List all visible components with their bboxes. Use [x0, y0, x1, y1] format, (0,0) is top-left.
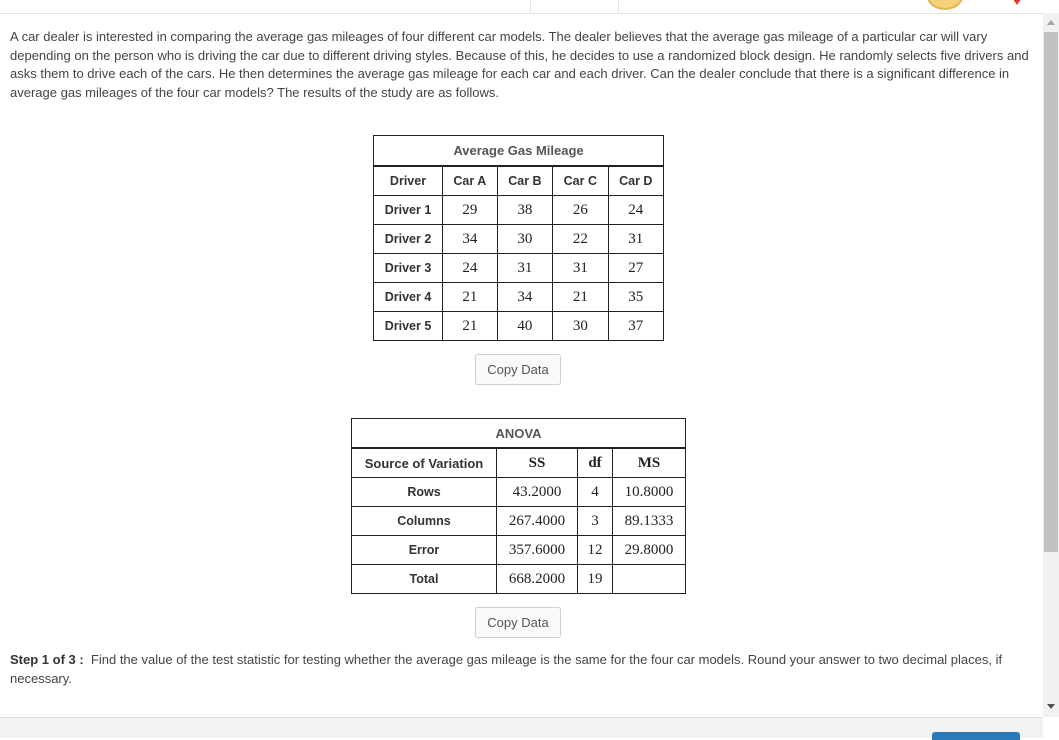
row-label: Columns	[352, 507, 497, 536]
column-header: SS	[497, 448, 578, 478]
table-cell: 40	[497, 312, 552, 341]
table-row	[352, 536, 686, 565]
table-cell: 21	[443, 312, 498, 341]
table-row	[374, 283, 664, 312]
row-label: Driver 2	[374, 225, 443, 254]
table-cell: 668.2000	[497, 565, 578, 594]
copy-data-button[interactable]: Copy Data	[475, 354, 561, 385]
table-cell: 34	[443, 225, 498, 254]
table-cell: 31	[553, 254, 608, 283]
top-toolbar	[0, 0, 1043, 14]
column-header: Car A	[443, 166, 498, 196]
table-cell: 34	[497, 283, 552, 312]
scroll-up-arrow-icon[interactable]	[1047, 20, 1055, 25]
table-header-row	[352, 448, 686, 478]
table-cell: 30	[553, 312, 608, 341]
row-label: Driver 5	[374, 312, 443, 341]
table-cell	[613, 565, 686, 594]
table-row	[374, 225, 664, 254]
table-cell: 357.6000	[497, 536, 578, 565]
table-cell: 30	[497, 225, 552, 254]
anova-table	[351, 418, 686, 594]
step-instructions	[10, 650, 1020, 688]
table-cell: 43.2000	[497, 478, 578, 507]
table-cell: 31	[608, 225, 663, 254]
table-row	[374, 312, 664, 341]
table-caption: ANOVA	[352, 419, 686, 449]
table-row	[352, 507, 686, 536]
column-header: Car B	[497, 166, 552, 196]
column-header: MS	[613, 448, 686, 478]
table-cell: 21	[443, 283, 498, 312]
bottom-bar	[0, 717, 1043, 738]
problem-statement: A car dealer is interested in comparing the average gas mileages of four different car models. The dealer believes that the average gas mileage of a particular car will vary depending on the person who is driving the car due to different driving styles. Because of this, he decides to use a randomized block design. He randomly selects five drivers and asks them to drive each of the cars. He then determines the average gas mileage for each car and each driver. Can the dealer conclude that there is a significant difference in average gas mileages of the four car models? The results of the study are as follows.	[10, 29, 1029, 100]
step-label: Step 1 of 3 :	[10, 652, 84, 667]
table-row	[352, 478, 686, 507]
column-header: Source of Variation	[352, 448, 497, 478]
table-cell: 19	[578, 565, 613, 594]
column-header: Car C	[553, 166, 608, 196]
next-button[interactable]	[932, 732, 1020, 740]
step-text: Find the value of the test statistic for testing whether the average gas mileage is the same for the four car models. Round your answer to two decimal places, if necessary.	[10, 652, 1003, 686]
row-label: Driver 1	[374, 196, 443, 225]
table-cell: 10.8000	[613, 478, 686, 507]
column-header: Driver	[374, 166, 443, 196]
row-label: Error	[352, 536, 497, 565]
column-header: Car D	[608, 166, 663, 196]
table-cell: 3	[578, 507, 613, 536]
table-cell: 38	[497, 196, 552, 225]
table-cell: 27	[608, 254, 663, 283]
table-cell: 12	[578, 536, 613, 565]
toolbar-divider	[618, 0, 619, 13]
table-row	[374, 254, 664, 283]
table-cell: 31	[497, 254, 552, 283]
row-label: Total	[352, 565, 497, 594]
table-cell: 29	[443, 196, 498, 225]
table-row	[352, 565, 686, 594]
table-cell: 4	[578, 478, 613, 507]
table-cell: 267.4000	[497, 507, 578, 536]
table-cell: 29.8000	[613, 536, 686, 565]
table-cell: 21	[553, 283, 608, 312]
table-cell: 89.1333	[613, 507, 686, 536]
table-cell: 35	[608, 283, 663, 312]
table-cell: 22	[553, 225, 608, 254]
table-cell: 24	[443, 254, 498, 283]
copy-data-button[interactable]: Copy Data	[475, 607, 561, 638]
heart-icon[interactable]	[1006, 0, 1028, 6]
table-header-row	[374, 166, 664, 196]
row-label: Driver 3	[374, 254, 443, 283]
table-cell: 24	[608, 196, 663, 225]
table-caption: Average Gas Mileage	[374, 136, 664, 167]
column-header: df	[578, 448, 613, 478]
row-label: Driver 4	[374, 283, 443, 312]
table-cell: 37	[608, 312, 663, 341]
toolbar-divider	[530, 0, 531, 13]
row-label: Rows	[352, 478, 497, 507]
scrollbar-thumb[interactable]	[1044, 32, 1058, 552]
gas-mileage-table	[373, 135, 664, 341]
table-row	[374, 196, 664, 225]
scroll-down-arrow-icon[interactable]	[1047, 704, 1055, 709]
table-cell: 26	[553, 196, 608, 225]
